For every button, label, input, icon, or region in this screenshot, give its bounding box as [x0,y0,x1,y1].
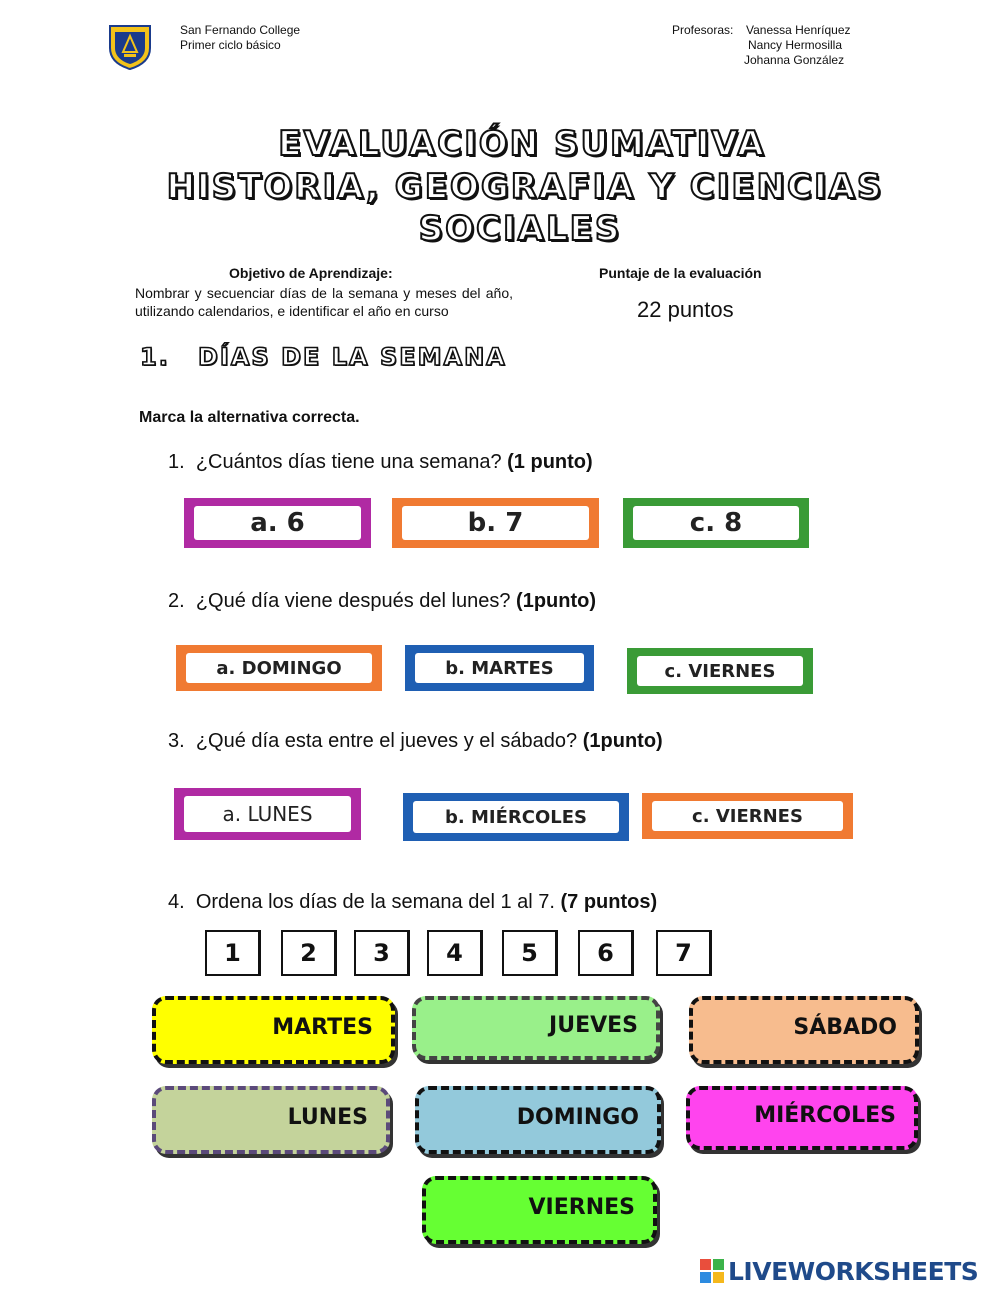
order-slot-7[interactable]: 7 [656,930,712,976]
question-2 [168,590,596,613]
option-label: a. 6 [250,508,305,538]
day-card-sabado[interactable]: SÁBADO [689,996,919,1064]
option-c[interactable] [623,498,809,548]
objective-text: Nombrar y secuenciar días de la semana y meses del año, utilizando calendarios, e identificar el año en curso [135,285,513,319]
school-cycle: Primer ciclo básico [180,38,281,52]
option-b[interactable] [403,793,629,841]
question-text: ¿Qué día esta entre el jueves y el sábado? [195,730,578,752]
shield-logo-icon [106,22,154,70]
question-points: (1punto) [582,730,663,752]
title-line-1: EVALUACIÓN SUMATIVA [278,124,766,164]
title-line-2: HISTORIA, GEOGRAFIA Y CIENCIAS [166,167,884,207]
option-b[interactable] [405,645,594,691]
order-slot-2[interactable]: 2 [281,930,337,976]
option-c[interactable] [627,648,813,694]
question-text: ¿Qué día viene después del lunes? [195,590,511,612]
option-label: a. LUNES [222,802,313,826]
title-line-3: SOCIALES [418,209,622,249]
question-4 [168,891,657,914]
question-points: (7 puntos) [560,891,658,913]
option-a[interactable] [176,645,382,691]
question-number: 3. [168,730,185,752]
option-a[interactable] [184,498,371,548]
day-card-martes[interactable]: MARTES [152,996,395,1064]
section-title: DÍAS DE LA SEMANA [198,343,507,371]
teacher-name: Nancy Hermosilla [748,38,843,52]
teacher-name: Vanessa Henríquez [746,23,851,37]
question-3 [168,730,663,753]
day-card-viernes[interactable]: VIERNES [422,1176,657,1244]
order-slot-4[interactable]: 4 [427,930,483,976]
day-card-domingo[interactable]: DOMINGO [415,1086,661,1154]
school-logo [106,22,154,70]
option-label: a. DOMINGO [216,657,342,679]
score-label: Puntaje de la evaluación [599,265,762,281]
question-text: Ordena los días de la semana del 1 al 7. [195,891,555,913]
day-card-jueves[interactable]: JUEVES [412,996,660,1060]
teacher-name: Johanna González [744,53,845,67]
liveworksheets-icon [700,1259,724,1283]
option-label: b. MARTES [445,657,554,679]
question-text: ¿Cuántos días tiene una semana? [195,451,502,473]
instruction: Marca la alternativa correcta. [139,409,360,426]
question-points: (1punto) [516,590,597,612]
option-label: b. 7 [467,508,524,538]
option-label: c. VIERNES [664,660,776,682]
order-slot-6[interactable]: 6 [578,930,634,976]
order-slot-3[interactable]: 3 [354,930,410,976]
section-number: 1. [140,343,170,371]
option-label: b. MIÉRCOLES [445,806,587,828]
day-card-miercoles[interactable]: MIÉRCOLES [686,1086,918,1150]
question-number: 1. [168,451,185,473]
option-b[interactable] [392,498,599,548]
option-a[interactable] [174,788,361,840]
brand-name: LIVEWORKSHEETS [728,1256,979,1286]
option-c[interactable] [642,793,853,839]
score-value: 22 puntos [637,297,734,322]
order-slot-1[interactable]: 1 [205,930,261,976]
question-number: 2. [168,590,185,612]
question-number: 4. [168,891,185,913]
day-card-lunes[interactable]: LUNES [152,1086,390,1154]
option-label: c. 8 [689,508,743,538]
school-name: San Fernando College [180,23,301,37]
order-slot-5[interactable]: 5 [502,930,558,976]
liveworksheets-logo [700,1258,978,1284]
question-1 [168,451,593,474]
question-points: (1 punto) [507,451,593,473]
objective-label: Objetivo de Aprendizaje: [229,265,393,281]
option-label: c. VIERNES [692,805,803,827]
teachers-label: Profesoras: [672,23,734,37]
